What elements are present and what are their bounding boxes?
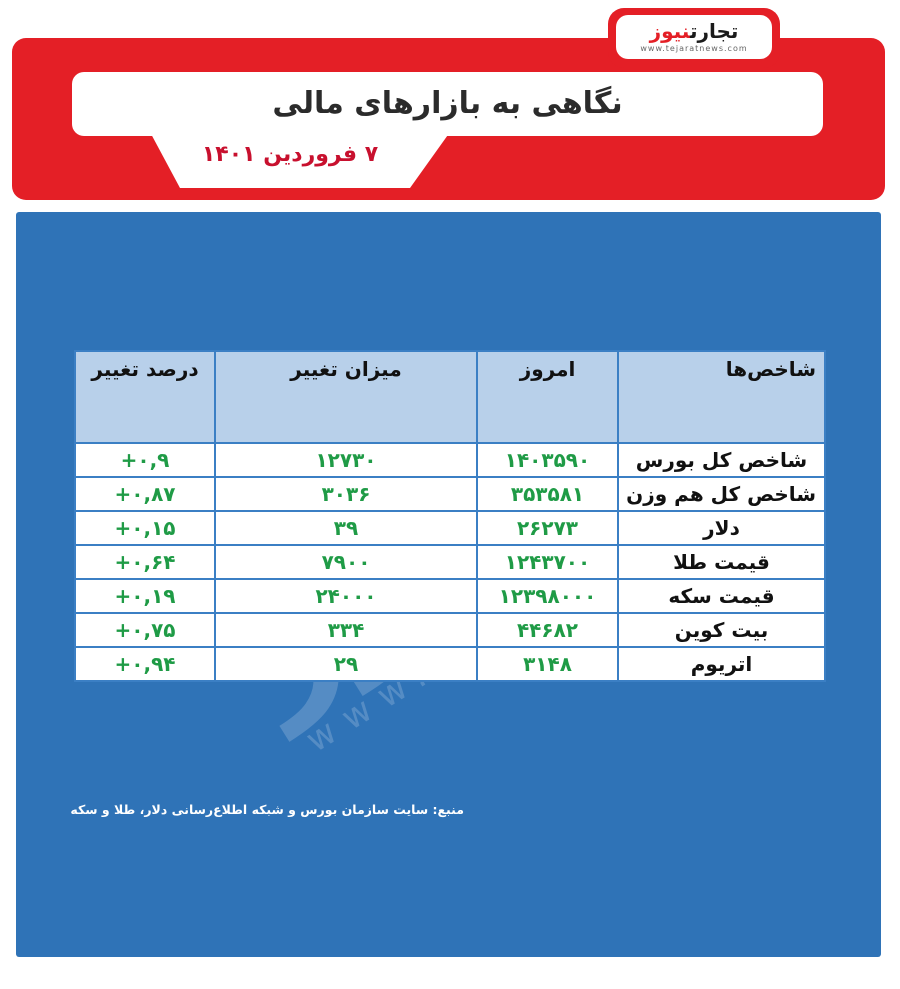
cell-change: ۳۰۳۶ [215, 477, 477, 511]
cell-name: قیمت طلا [618, 545, 825, 579]
cell-percent: +۰,۹ [75, 443, 215, 477]
cell-name: شاخص کل بورس [618, 443, 825, 477]
cell-change: ۱۲۷۳۰ [215, 443, 477, 477]
cell-percent: +۰,۶۴ [75, 545, 215, 579]
col-header-name: شاخص‌ها [618, 351, 825, 443]
cell-name: بیت کوین [618, 613, 825, 647]
cell-percent: +۰,۱۵ [75, 511, 215, 545]
cell-change: ۲۹ [215, 647, 477, 681]
table-row [75, 613, 825, 647]
cell-today: ۱۴۰۳۵۹۰ [477, 443, 618, 477]
cell-today: ۲۶۲۷۳ [477, 511, 618, 545]
cell-percent: +۰,۹۴ [75, 647, 215, 681]
cell-today: ۳۵۳۵۸۱ [477, 477, 618, 511]
cell-percent: +۰,۱۹ [75, 579, 215, 613]
cell-name: قیمت سکه [618, 579, 825, 613]
report-date: ۷ فروردین ۱۴۰۱ [201, 142, 379, 167]
table-row [75, 477, 825, 511]
table-row [75, 511, 825, 545]
table-row [75, 545, 825, 579]
table-row [75, 579, 825, 613]
cell-change: ۷۹۰۰ [215, 545, 477, 579]
cell-name: اتریوم [618, 647, 825, 681]
cell-today: ۴۴۶۸۲ [477, 613, 618, 647]
source-note: منبع: سایت سازمان بورس و شبکه اطلاع‌رسانی دلار، طلا و سکه [70, 802, 464, 817]
page-title: نگاهی به بازارهای مالی [272, 86, 623, 121]
col-header-percent: درصد تغییر [75, 351, 215, 443]
col-header-today: امروز [477, 351, 618, 443]
title-box [72, 72, 823, 136]
cell-name: شاخص کل هم وزن [618, 477, 825, 511]
table-header-row [75, 351, 825, 443]
table-row [75, 647, 825, 681]
cell-today: ۱۲۴۳۷۰۰ [477, 545, 618, 579]
cell-today: ۱۲۳۹۸۰۰۰ [477, 579, 618, 613]
logo-url: www.tejaratnews.com [640, 44, 748, 53]
brand-logo[interactable] [616, 15, 772, 59]
cell-change: ۲۴۰۰۰ [215, 579, 477, 613]
markets-table [74, 350, 826, 682]
cell-change: ۳۳۴ [215, 613, 477, 647]
table-row [75, 443, 825, 477]
cell-percent: +۰,۸۷ [75, 477, 215, 511]
cell-name: دلار [618, 511, 825, 545]
cell-percent: +۰,۷۵ [75, 613, 215, 647]
cell-change: ۳۹ [215, 511, 477, 545]
cell-today: ۳۱۴۸ [477, 647, 618, 681]
col-header-change: میزان تغییر [215, 351, 477, 443]
logo-title: تجارتنیوز [649, 19, 739, 43]
